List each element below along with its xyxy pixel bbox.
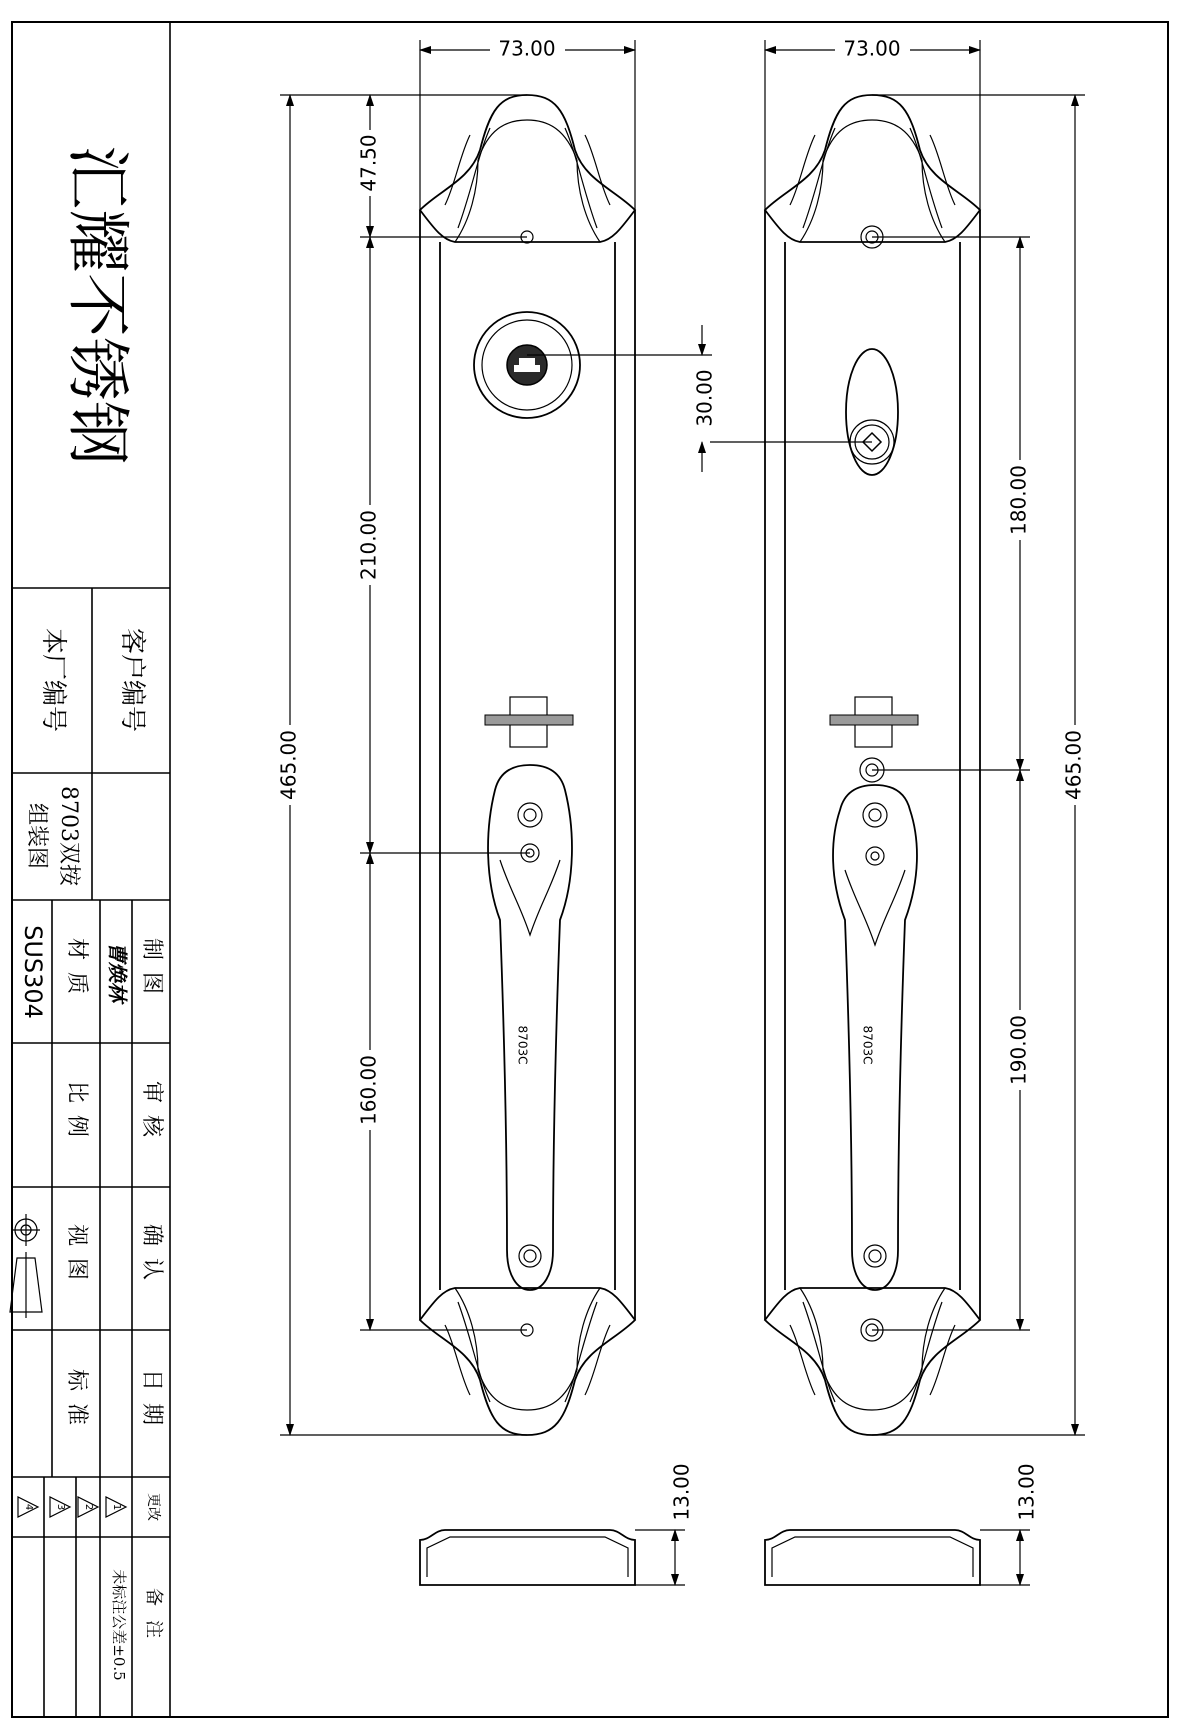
material-value: SUS304 — [19, 925, 47, 1019]
left-upper-span-dim: 210.00 — [356, 510, 381, 580]
title-block — [10, 22, 170, 1717]
sheet-border — [12, 22, 1168, 1717]
right-total-length-dim: 465.00 — [1061, 730, 1086, 800]
revision-marker-2 — [78, 1497, 98, 1517]
view-label: 视图 — [64, 1223, 89, 1293]
right-plate — [765, 95, 980, 1585]
key-cylinder — [474, 312, 580, 418]
left-lower-span-dim: 160.00 — [356, 1055, 381, 1125]
left-thickness-dim: 13.00 — [669, 1463, 694, 1521]
svg-text:2: 2 — [83, 1503, 94, 1511]
handle-model-mark: 8703C — [515, 1025, 530, 1065]
left-width-dim: 73.00 — [498, 36, 556, 61]
standard-label: 标准 — [64, 1368, 89, 1438]
revision-marker-4 — [18, 1497, 38, 1517]
product-name: 8703双按 — [56, 786, 81, 886]
right-upper-span-dim: 180.00 — [1006, 465, 1031, 535]
right-width-dim: 73.00 — [843, 36, 901, 61]
material-label: 材质 — [64, 937, 89, 1007]
date-label: 日期 — [139, 1368, 164, 1438]
lever-handle — [488, 765, 572, 1290]
svg-text:3: 3 — [55, 1503, 66, 1511]
thumb-turn — [846, 349, 898, 475]
confirm-label: 确认 — [139, 1223, 164, 1293]
right-lever-handle — [833, 785, 917, 1290]
left-plate — [420, 95, 635, 1585]
drafter-signature: 曹焕林 — [105, 942, 130, 1002]
revision-label: 更改 — [145, 1493, 161, 1521]
revision-marker-3 — [50, 1497, 70, 1517]
draw-label: 制图 — [139, 937, 164, 1007]
left-plate-profile — [420, 1530, 635, 1585]
left-dimensions — [277, 37, 694, 1586]
review-label: 审核 — [139, 1080, 164, 1150]
svg-text:4: 4 — [23, 1503, 34, 1511]
right-lower-span-dim: 190.00 — [1006, 1015, 1031, 1085]
drawing-type: 组装图 — [24, 802, 49, 870]
remarks-label: 备注 — [143, 1588, 164, 1652]
latch-bolt — [485, 697, 573, 747]
center-dimensions — [527, 325, 872, 472]
right-latch-bolt — [830, 697, 918, 747]
projection-symbol-icon — [10, 1214, 42, 1318]
left-total-length-dim: 465.00 — [276, 730, 301, 800]
right-dimensions — [765, 37, 1086, 1586]
company-name: 汇耀不锈钢 — [59, 145, 134, 465]
svg-text:1: 1 — [111, 1503, 122, 1511]
scale-label: 比例 — [64, 1080, 89, 1150]
right-plate-profile — [765, 1530, 980, 1585]
revision-marker-1 — [106, 1497, 126, 1517]
customer-no-label: 客户编号 — [117, 627, 147, 733]
factory-no-label: 本厂编号 — [38, 627, 68, 733]
tolerance-note: 未标注公差±0.5 — [110, 1569, 128, 1681]
left-top-offset-dim: 47.50 — [356, 134, 381, 192]
right-handle-model-mark: 8703C — [860, 1025, 875, 1065]
right-thickness-dim: 13.00 — [1014, 1463, 1039, 1521]
cylinder-offset-dim: 30.00 — [692, 369, 717, 427]
